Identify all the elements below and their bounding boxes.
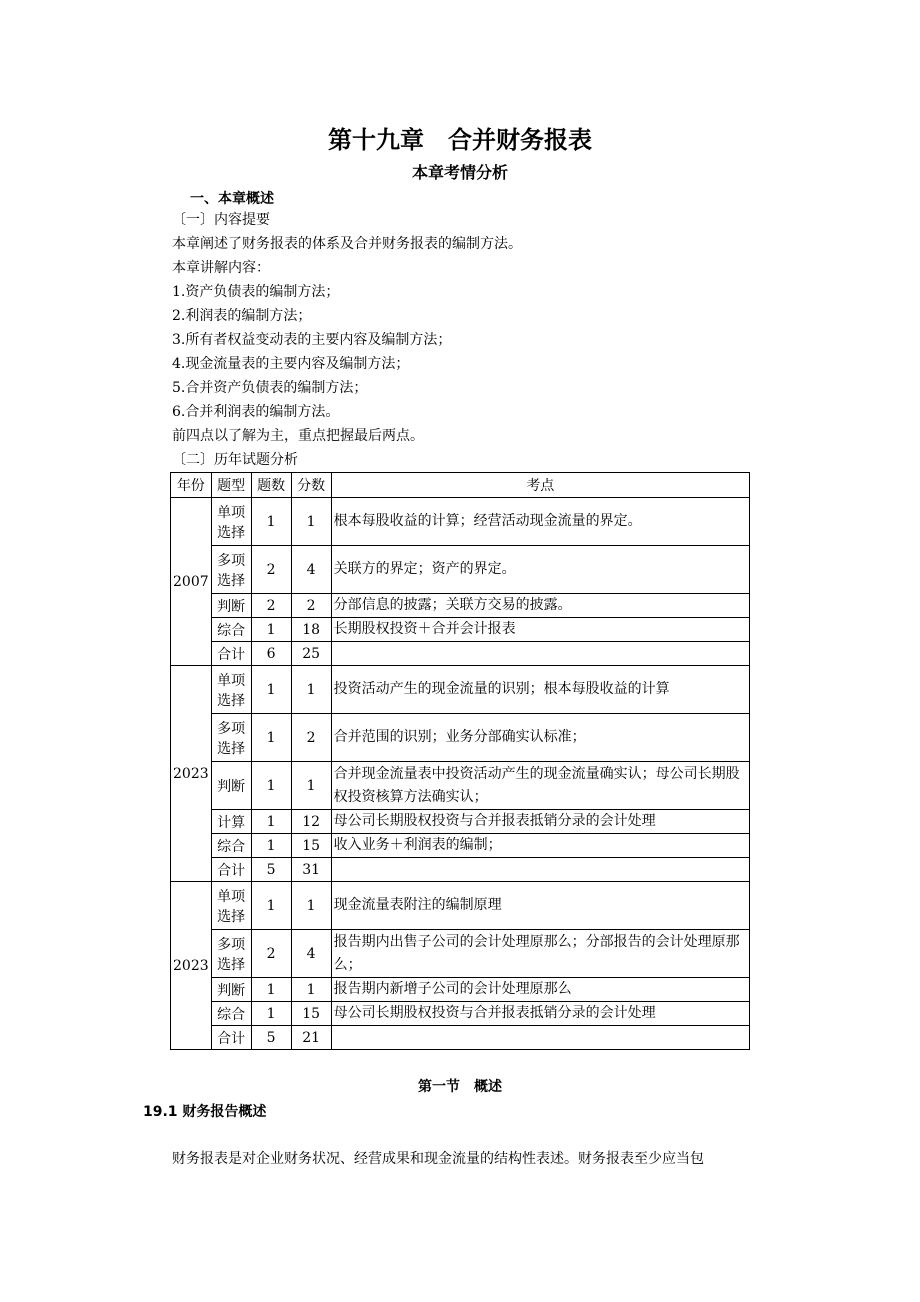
count-cell: 2 xyxy=(251,930,291,978)
point-cell: 收入业务＋利润表的编制； xyxy=(331,834,749,858)
score-cell: 4 xyxy=(291,930,331,978)
overview-line: 前四点以了解为主，重点把握最后两点。 xyxy=(172,428,424,444)
count-cell: 1 xyxy=(251,1002,291,1026)
section-title: 第一节 概述 xyxy=(418,1079,502,1095)
point-cell: 长期股权投资＋合并会计报表 xyxy=(331,618,749,642)
point-cell xyxy=(331,642,749,666)
section-paragraph: 财务报表是对企业财务状况、经营成果和现金流量的结构性表述。财务报表至少应当包 xyxy=(172,1151,704,1167)
point-cell: 母公司长期股权投资与合并报表抵销分录的会计处理 xyxy=(331,1002,749,1026)
header-point: 考点 xyxy=(331,473,749,498)
point-cell: 报告期内新增子公司的会计处理原那么 xyxy=(331,978,749,1002)
score-cell: 15 xyxy=(291,834,331,858)
type-cell: 判断 xyxy=(211,762,251,810)
count-cell: 1 xyxy=(251,714,291,762)
overview-line: 1.资产负债表的编制方法； xyxy=(172,284,340,300)
overview-line: 本章讲解内容： xyxy=(172,260,270,276)
point-cell: 投资活动产生的现金流量的识别；根本每股收益的计算 xyxy=(331,666,749,714)
type-cell: 多项选择 xyxy=(211,546,251,594)
table-header-row xyxy=(171,473,750,498)
count-cell: 1 xyxy=(251,762,291,810)
type-cell: 合计 xyxy=(211,858,251,882)
history-heading: 〔二〕历年试题分析 xyxy=(172,452,298,468)
count-cell: 5 xyxy=(251,1026,291,1050)
header-score: 分数 xyxy=(291,473,331,498)
overview-line: 6.合并利润表的编制方法。 xyxy=(172,404,340,420)
table-row xyxy=(171,498,750,546)
type-cell: 单项选择 xyxy=(211,498,251,546)
count-cell: 1 xyxy=(251,498,291,546)
table-row xyxy=(171,810,750,834)
point-cell: 关联方的界定；资产的界定。 xyxy=(331,546,749,594)
section-subheading: 19.1 财务报告概述 xyxy=(143,1104,267,1120)
table-row xyxy=(171,714,750,762)
table-row xyxy=(171,594,750,618)
table-row xyxy=(171,882,750,930)
intro-heading: 〔一〕内容提要 xyxy=(172,212,270,228)
count-cell: 1 xyxy=(251,810,291,834)
score-cell: 18 xyxy=(291,618,331,642)
score-cell: 21 xyxy=(291,1026,331,1050)
count-cell: 1 xyxy=(251,618,291,642)
header-year: 年份 xyxy=(171,473,212,498)
point-cell: 报告期内出售子公司的会计处理原那么；分部报告的会计处理原那么； xyxy=(331,930,749,978)
year-cell: 2023 xyxy=(171,882,212,1050)
point-cell: 根本每股收益的计算；经营活动现金流量的界定。 xyxy=(331,498,749,546)
overview-line: 3.所有者权益变动表的主要内容及编制方法； xyxy=(172,332,452,348)
score-cell: 31 xyxy=(291,858,331,882)
chapter-title: 第十九章 合并财务报表 xyxy=(328,126,592,154)
type-cell: 判断 xyxy=(211,978,251,1002)
type-cell: 多项选择 xyxy=(211,930,251,978)
point-cell xyxy=(331,858,749,882)
overview-heading: 一、本章概述 xyxy=(190,191,274,207)
type-cell: 综合 xyxy=(211,834,251,858)
type-cell: 综合 xyxy=(211,618,251,642)
table-row xyxy=(171,1002,750,1026)
count-cell: 1 xyxy=(251,834,291,858)
type-cell: 合计 xyxy=(211,642,251,666)
type-cell: 合计 xyxy=(211,1026,251,1050)
table-row xyxy=(171,1026,750,1050)
count-cell: 5 xyxy=(251,858,291,882)
table-row xyxy=(171,858,750,882)
score-cell: 25 xyxy=(291,642,331,666)
point-cell: 现金流量表附注的编制原理 xyxy=(331,882,749,930)
table-row xyxy=(171,762,750,810)
table-row xyxy=(171,930,750,978)
chapter-subtitle: 本章考情分析 xyxy=(411,163,508,182)
type-cell: 判断 xyxy=(211,594,251,618)
point-cell: 合并现金流量表中投资活动产生的现金流量确实认；母公司长期股权投资核算方法确实认； xyxy=(331,762,749,810)
exam-analysis-table xyxy=(170,472,750,1050)
count-cell: 6 xyxy=(251,642,291,666)
score-cell: 1 xyxy=(291,666,331,714)
header-count: 题数 xyxy=(251,473,291,498)
score-cell: 2 xyxy=(291,714,331,762)
overview-line: 5.合并资产负债表的编制方法； xyxy=(172,380,368,396)
score-cell: 1 xyxy=(291,978,331,1002)
count-cell: 1 xyxy=(251,666,291,714)
overview-line: 本章阐述了财务报表的体系及合并财务报表的编制方法。 xyxy=(172,236,522,252)
score-cell: 1 xyxy=(291,498,331,546)
table-row xyxy=(171,834,750,858)
score-cell: 15 xyxy=(291,1002,331,1026)
overview-line: 2.利润表的编制方法； xyxy=(172,308,312,324)
point-cell: 合并范围的识别；业务分部确实认标准； xyxy=(331,714,749,762)
type-cell: 单项选择 xyxy=(211,666,251,714)
point-cell: 分部信息的披露；关联方交易的披露。 xyxy=(331,594,749,618)
point-cell: 母公司长期股权投资与合并报表抵销分录的会计处理 xyxy=(331,810,749,834)
type-cell: 计算 xyxy=(211,810,251,834)
score-cell: 12 xyxy=(291,810,331,834)
count-cell: 1 xyxy=(251,978,291,1002)
table-row xyxy=(171,642,750,666)
header-type: 题型 xyxy=(211,473,251,498)
count-cell: 1 xyxy=(251,882,291,930)
type-cell: 单项选择 xyxy=(211,882,251,930)
score-cell: 1 xyxy=(291,882,331,930)
point-cell xyxy=(331,1026,749,1050)
year-cell: 2007 xyxy=(171,498,212,666)
year-cell: 2023 xyxy=(171,666,212,882)
table-row xyxy=(171,618,750,642)
count-cell: 2 xyxy=(251,594,291,618)
score-cell: 1 xyxy=(291,762,331,810)
table-row xyxy=(171,546,750,594)
score-cell: 4 xyxy=(291,546,331,594)
table-row xyxy=(171,978,750,1002)
count-cell: 2 xyxy=(251,546,291,594)
overview-line: 4.现金流量表的主要内容及编制方法； xyxy=(172,356,410,372)
score-cell: 2 xyxy=(291,594,331,618)
type-cell: 综合 xyxy=(211,1002,251,1026)
type-cell: 多项选择 xyxy=(211,714,251,762)
table-row xyxy=(171,666,750,714)
